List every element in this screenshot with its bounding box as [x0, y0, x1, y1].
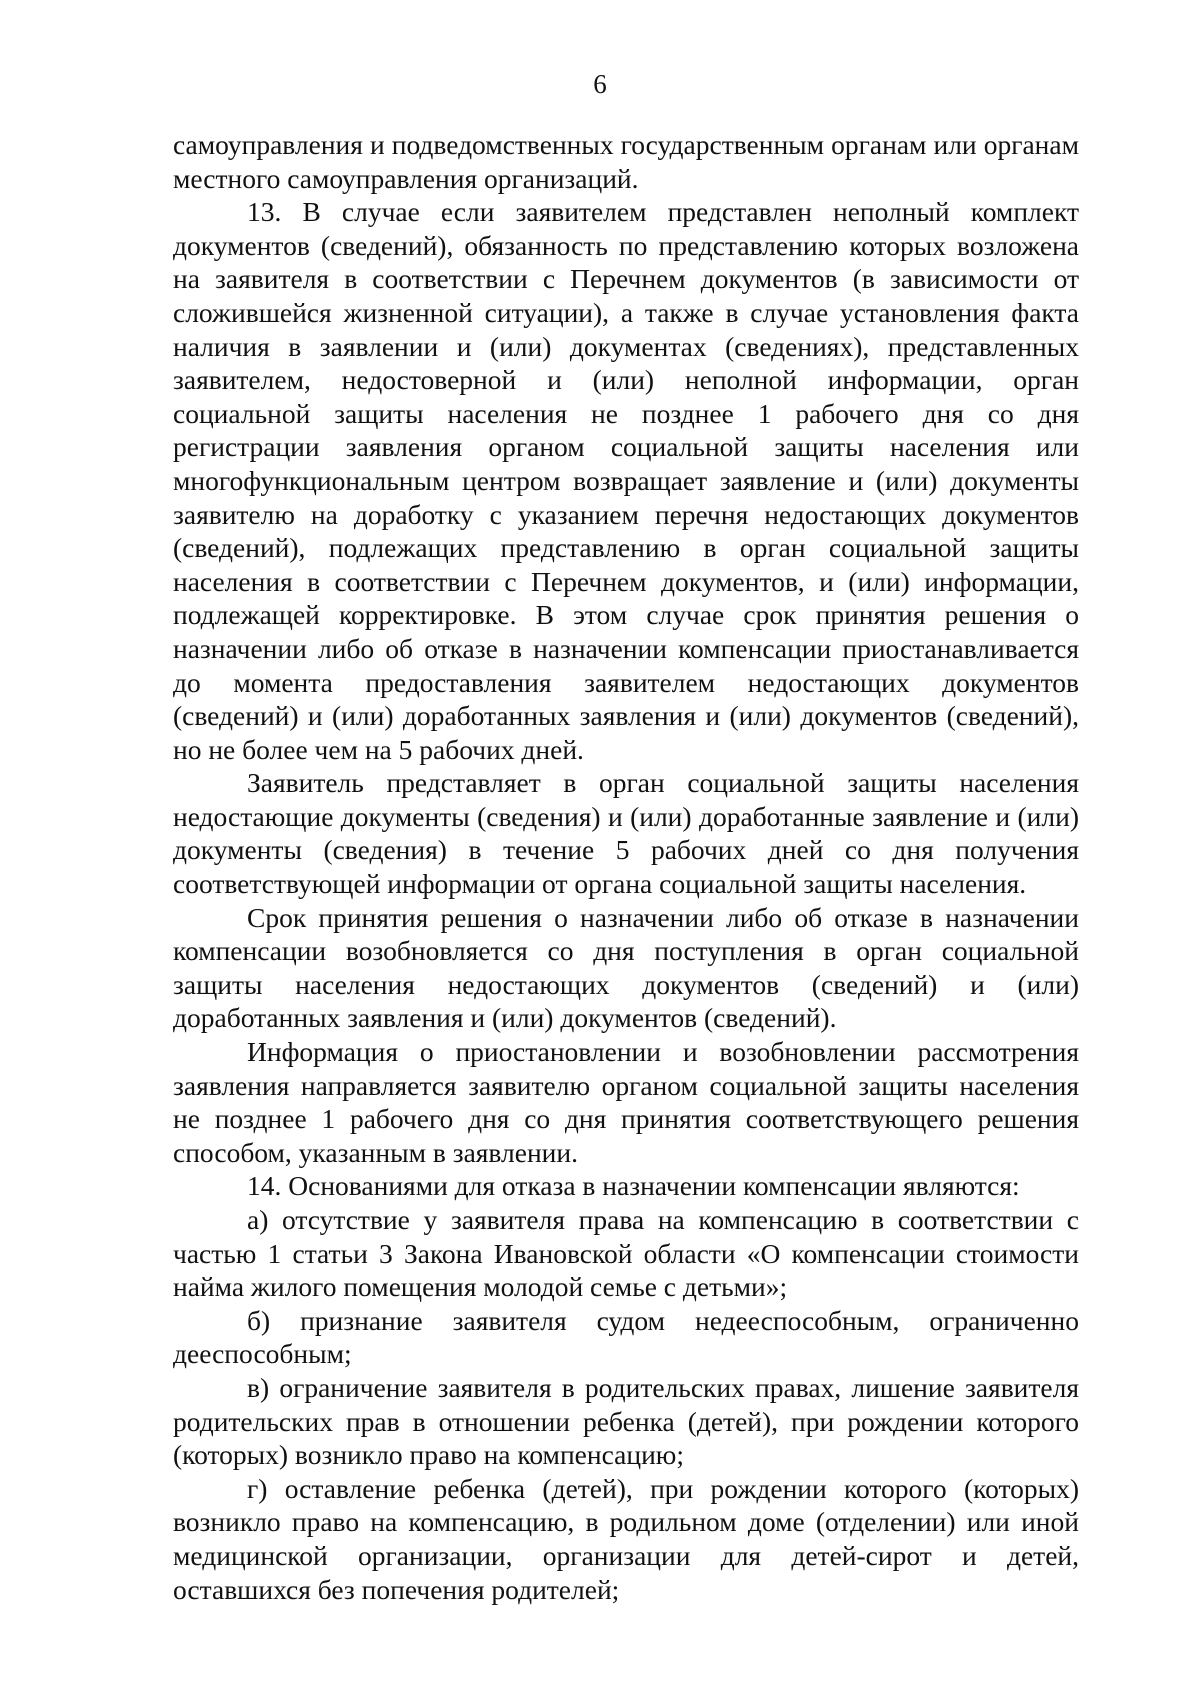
paragraph-14: 14. Основаниями для отказа в назначении компенсации являются:: [247, 1170, 1020, 1202]
list-item-g: г) оставление ребенка (детей), при рождении которого (которых) возникло право на компенсацию, в родильном доме (отделении) или иной медицинской организации, организации для детей-сирот и детей, оставшихся без попечения родителей;: [173, 1472, 1079, 1605]
paragraph: Срок принятия решения о назначении либо об отказе в назначении компенсации возобновляется со дня поступления в орган социальной защиты населения недостающих документов (сведений) и (или) доработанных заявления и (или) документов (сведений).: [173, 901, 1079, 1034]
paragraph: Информация о приостановлении и возобновлении рассмотрения заявления направляется заявителю органом социальной защиты населения не позднее 1 рабочего дня со дня принятия соответствующего решения способом, указанным в заявлении.: [173, 1036, 1079, 1168]
list-item-b: б) признание заявителя судом недееспособным, ограниченно дееспособным;: [173, 1304, 1079, 1370]
page-number: 6: [593, 69, 607, 99]
paragraph-13: 13. В случае если заявителем представлен неполный комплект документов (сведений), обязанность по представлению которых возложена на заявителя в соответствии с Перечнем документов (в зависимости от сложившейся жизненной ситуации), а также в случае установления факта наличия в заявлении и (или) документах (сведениях), представленных заявителем, недостоверной и (или) неполной информации, орган социальной защиты населения не позднее 1 рабочего дня со дня регистрации заявления органом социальной защиты населения или многофункциональным центром возвращает заявление и (или) документы заявителю на доработку с указанием перечня недостающих документов (сведений), подлежащих представлению в орган социальной защиты населения в соответствии с Перечнем документов, и (или) информации, подлежащей корректировке. В этом случае срок принятия решения о назначении либо об отказе в назначении компенсации приостанавливается до момента предоставления заявителем недостающих документов (сведений) и (или) доработанных заявления и (или) документов (сведений), но не более чем на 5 рабочих дней.: [173, 196, 1079, 765]
paragraph: Заявитель представляет в орган социальной защиты населения недостающие документы (сведения) и (или) доработанные заявление и (или) документы (сведения) в течение 5 рабочих дней со дня получения соответствующей информации от органа социальной защиты населения.: [173, 767, 1079, 900]
list-item-v: в) ограничение заявителя в родительских правах, лишение заявителя родительских прав в отношении ребенка (детей), при рождении которого (которых) возникло право на компенсацию;: [173, 1371, 1079, 1471]
paragraph: самоуправления и подведомственных государственным органам или органам местного самоуправления организаций.: [173, 129, 1079, 194]
list-item-a: а) отсутствие у заявителя права на компенсацию в соответствии с частью 1 статьи 3 Закона Ивановской области «О компенсации стоимости найма жилого помещения молодой семье с детьми»;: [173, 1204, 1079, 1303]
document-body: [173, 128, 1079, 1606]
